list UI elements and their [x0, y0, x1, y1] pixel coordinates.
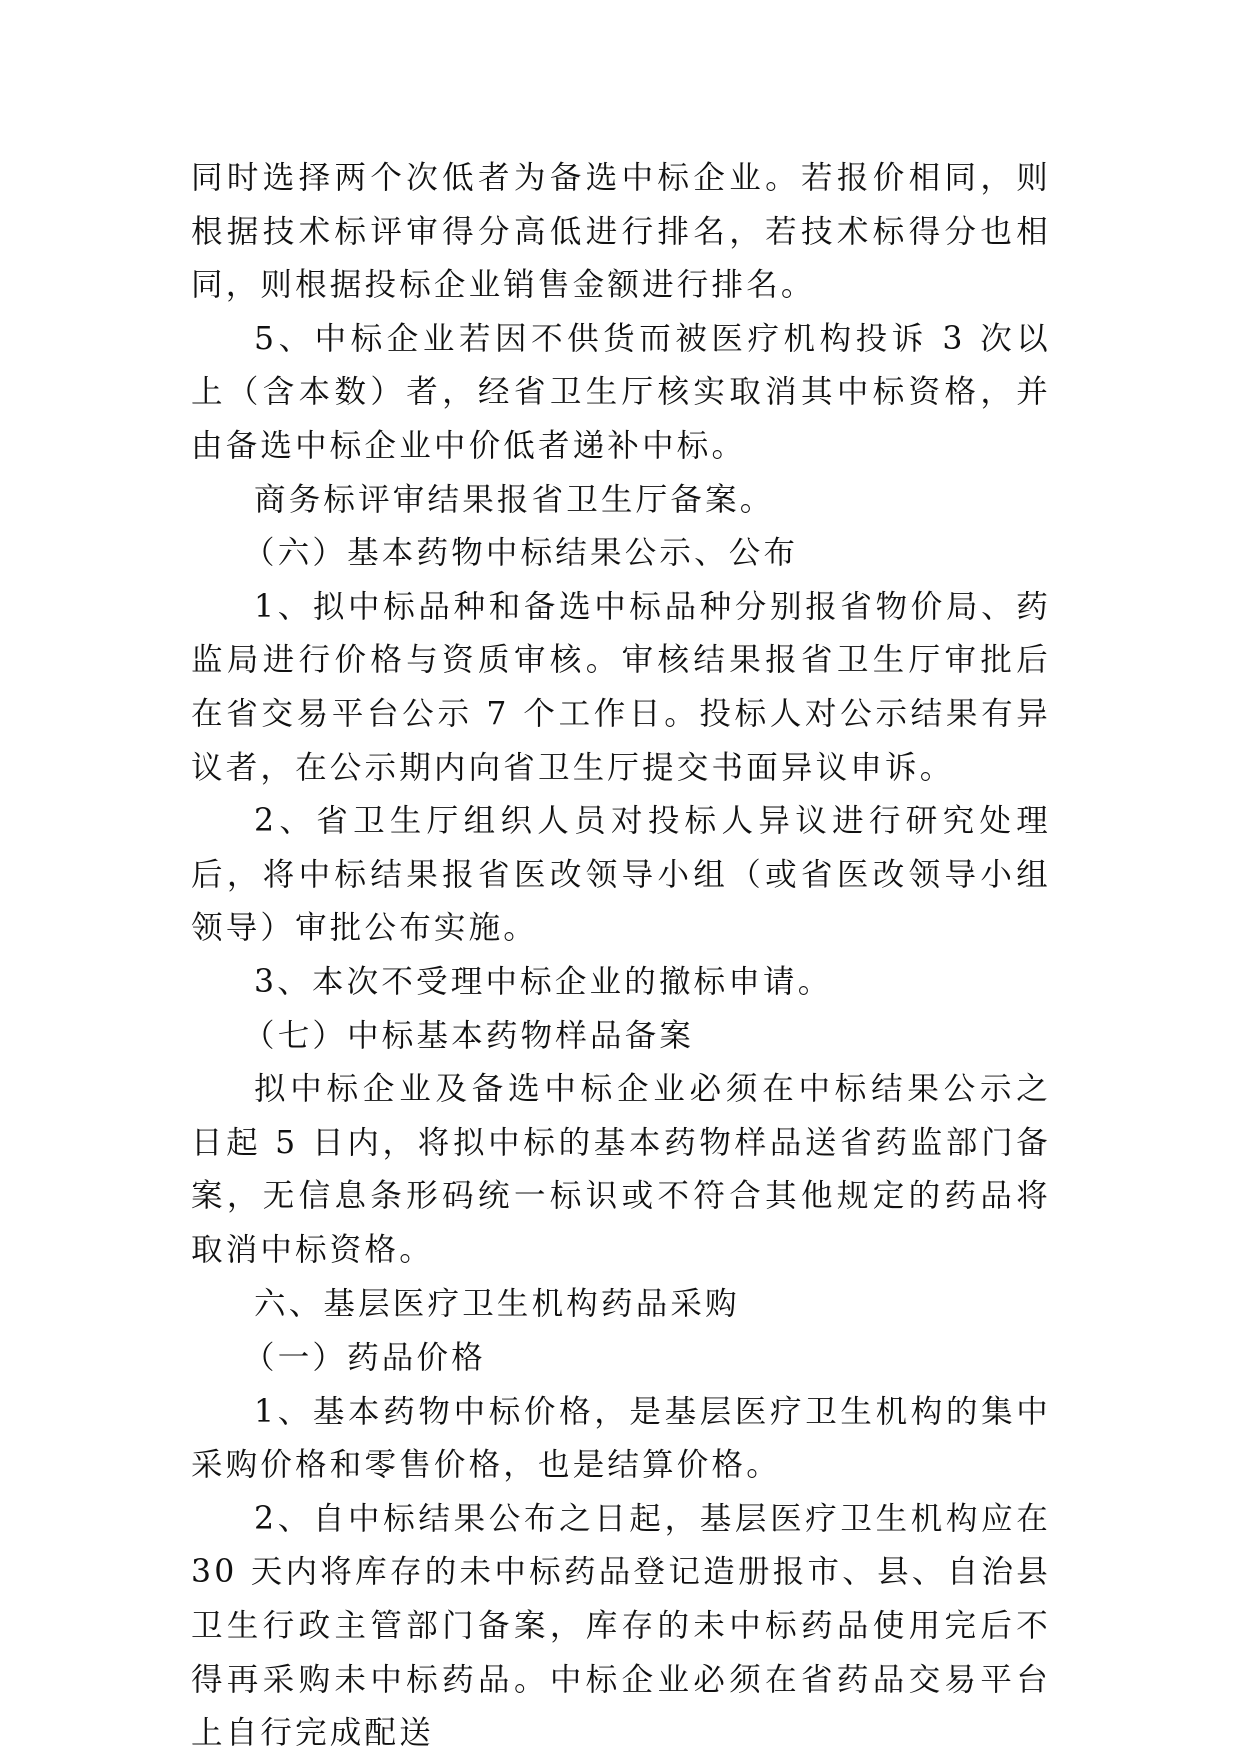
section-heading-7: （七）中标基本药物样品备案 — [243, 1017, 695, 1054]
chapter-heading-six: 六、基层医疗卫生机构药品采购 — [254, 1286, 740, 1323]
paragraph-item-5-complaints: 5、中标企业若因不供货而被医疗机构投诉 3 次以上（含本数）者，经省卫生厅核实取消其中标资格，并由备选中标企业中价低者递补中标。 — [191, 320, 1051, 464]
paragraph-item-2-appeals: 2、省卫生厅组织人员对投标人异议进行研究处理后，将中标结果报省医改领导小组（或省医改领导小组领导）审批公布实施。 — [191, 803, 1051, 947]
paragraph-item-2-inventory: 2、自中标结果公布之日起，基层医疗卫生机构应在 30 天内将库存的未中标药品登记造册报市、县、自治县卫生行政主管部门备案，库存的未中标药品使用完后不得再采购未中标药品。中标企业必须在省药品交易平台上自行完成配送 — [191, 1500, 1051, 1752]
paragraph-ranking-rule: 同时选择两个次低者为备选中标企业。若报价相同，则根据技术标评审得分高低进行排名，若技术标得分也相同，则根据投标企业销售金额进行排名。 — [191, 160, 1051, 304]
paragraph-item-1-price: 1、基本药物中标价格，是基层医疗卫生机构的集中采购价格和零售价格，也是结算价格。 — [191, 1393, 1051, 1484]
document-page — [191, 152, 1051, 1761]
section-heading-6: （六）基本药物中标结果公示、公布 — [243, 535, 799, 572]
section-heading-1-price: （一）药品价格 — [243, 1340, 486, 1377]
paragraph-item-3-withdrawal: 3、本次不受理中标企业的撤标申请。 — [254, 963, 833, 1000]
paragraph-business-review-record: 商务标评审结果报省卫生厅备案。 — [254, 481, 775, 518]
paragraph-sample-record: 拟中标企业及备选中标企业必须在中标结果公示之日起 5 日内，将拟中标的基本药物样品送省药监部门备案，无信息条形码统一标识或不符合其他规定的药品将取消中标资格。 — [191, 1071, 1051, 1268]
paragraph-item-1-review: 1、拟中标品种和备选中标品种分别报省物价局、药监局进行价格与资质审核。审核结果报省卫生厅审批后在省交易平台公示 7 个工作日。投标人对公示结果有异议者，在公示期内向省卫生厅提交书面异议申诉。 — [191, 588, 1051, 786]
